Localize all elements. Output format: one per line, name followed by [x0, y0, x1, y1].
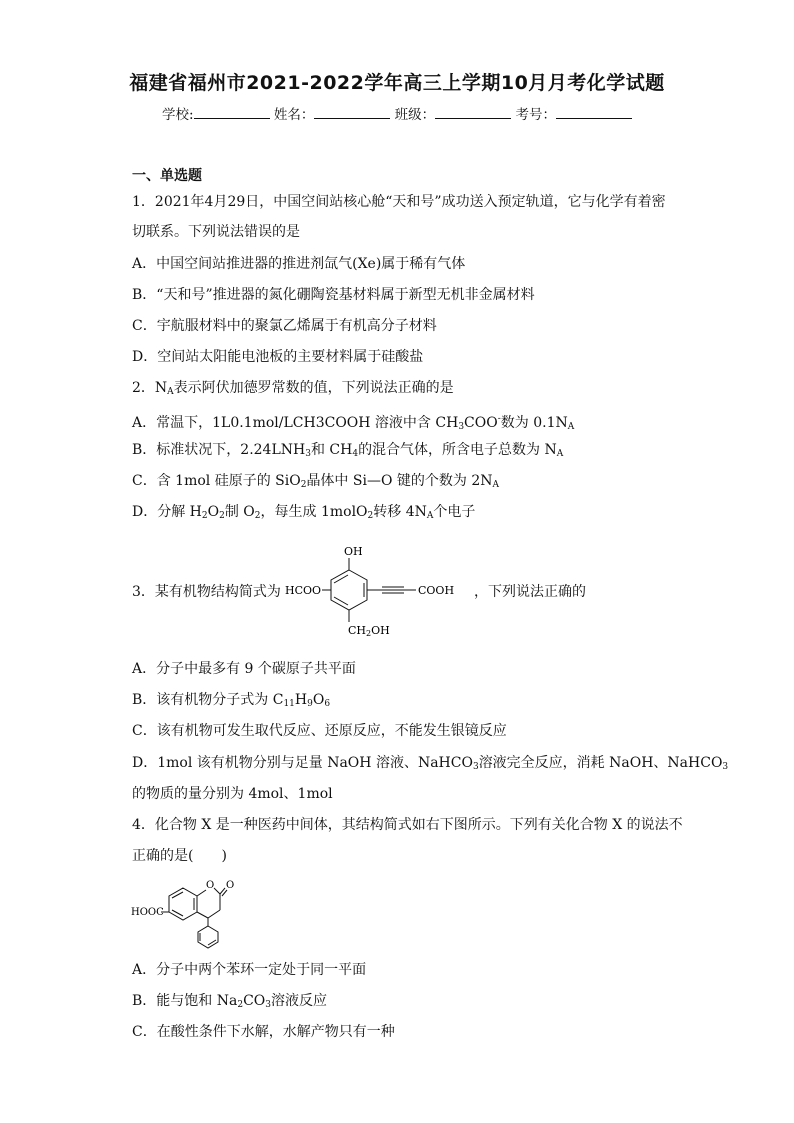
q4-stem-line1: 4．化合物 X 是一种医药中间体，其结构简式如右下图所示。下列有关化合物 X 的说法不 [132, 817, 683, 833]
section-heading: 一、单选题 [132, 168, 202, 184]
q1-option-d: D．空间站太阳能电池板的主要材料属于硅酸盐 [132, 349, 424, 365]
mol3-double-bond [334, 597, 348, 605]
q1-option-a: A．中国空间站推进器的推进剂氙气(Xe)属于稀有气体 [132, 256, 466, 272]
student-info-row [0, 103, 794, 123]
q3-stem-suffix: ，下列说法正确的 [474, 584, 586, 600]
q4-stem-line2: 正确的是( ) [132, 848, 227, 864]
mol4-hooc-label: HOOC [131, 907, 164, 918]
q2-option-a: A．常温下，1L0.1mol/LCH3COOH 溶液中含 $CH_3COO^-$数为 $0.1N_A$ [132, 414, 575, 432]
q4-option-a: A．分子中两个苯环一定处于同一平面 [132, 962, 367, 978]
q3-structure-diagram [282, 540, 472, 640]
class-label: 班级： [394, 107, 436, 123]
name-blank [314, 106, 390, 119]
mol3-oh-label: OH [344, 545, 363, 558]
mol3-ch2oh-label: CH2OH [348, 624, 390, 638]
mol4-benzene-ring [169, 888, 197, 920]
number-label: 考号： [515, 107, 556, 123]
q2-option-b: B．标准状况下，$2.24LNH_3$和 $CH_4$的混合气体，所含电子总数为 $N_A$ [132, 442, 564, 459]
q1-stem-line2: 切联系。下列说法错误的是 [132, 224, 300, 240]
q1-stem-line1: 1．2021年4月29日，中国空间站核心舱“天和号”成功送入预定轨道，它与化学有着密 [132, 194, 666, 210]
mol4-bond [214, 888, 220, 894]
mol4-ring-oxygen: O [206, 880, 215, 891]
q4-option-c: C．在酸性条件下水解，水解产物只有一种 [132, 1024, 395, 1040]
q4-option-b: B．能与饱和 $Na_2CO_3$溶液反应 [132, 993, 328, 1010]
mol4-keto-oxygen: O [226, 880, 235, 891]
q3-option-d-line1: D．1mol 该有机物分别与足量 NaOH 溶液、NaHCO$_3$溶液完全反应，消耗 NaOH、NaHCO$_3$ [132, 755, 729, 772]
class-blank [435, 106, 511, 119]
mol4-bond [197, 912, 208, 918]
name-label: 姓名： [273, 107, 315, 123]
school-blank [194, 106, 270, 119]
q4-structure-diagram [130, 874, 250, 950]
number-blank [556, 106, 632, 119]
page-title: 福建省福州市2021-2022学年高三上学期10月月考化学试题 [129, 72, 665, 94]
mol3-benzene-ring [331, 570, 367, 610]
mol3-cooh-label: COOH [418, 584, 455, 597]
q3-option-d-line2: 的物质的量分别为 4mol、1mol [132, 786, 333, 802]
q1-option-c: C．宇航服材料中的聚氯乙烯属于有机高分子材料 [132, 318, 437, 334]
q3-option-b: B．该有机物分子式为 $C_{11}H_9O_6$ [132, 692, 331, 709]
mol3-hcoo-label: HCOO [285, 584, 322, 597]
school-label: 学校: [162, 107, 194, 123]
q3-stem-prefix: 3．某有机物结构简式为 [132, 584, 281, 600]
q2-stem: 2．$N_A$表示阿伏加德罗常数的值，下列说法正确的是 [132, 380, 454, 397]
q3-option-c: C．该有机物可发生取代反应、还原反应，不能发生银镜反应 [132, 723, 507, 739]
q1-option-b: B．“天和号”推进器的氮化硼陶瓷基材料属于新型无机非金属材料 [132, 287, 535, 303]
q3-option-a: A．分子中最多有 9 个碳原子共平面 [132, 661, 356, 677]
mol4-bond [208, 910, 220, 918]
q2-option-c: C．含 1mol 硅原子的 SiO$_2$晶体中 Si—O 键的个数为 $2N_A$ [132, 473, 499, 490]
mol4-bond [197, 890, 206, 896]
mol3-double-bond [334, 575, 348, 583]
q2-option-d: D．分解 $H_2O_2$制 $O_2$，每生成 1molO$_2$转移 $4N_A$个电子 [132, 504, 476, 521]
